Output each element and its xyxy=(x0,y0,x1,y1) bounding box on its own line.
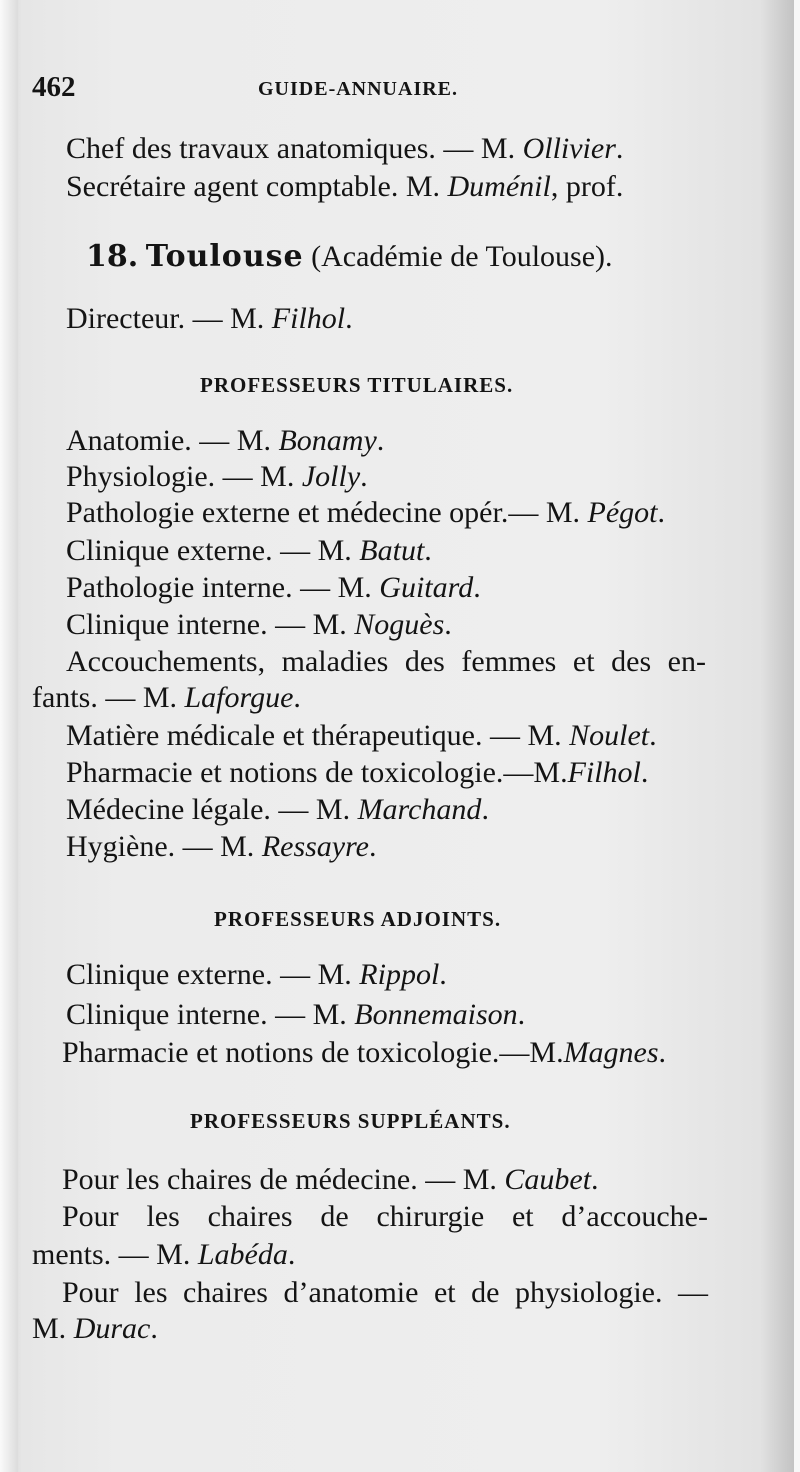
entry-text: Matière médicale et thérapeutique. — M. xyxy=(66,719,570,752)
section-heading-adjoints: PROFESSEURS ADJOINTS. xyxy=(214,907,502,931)
entry-text: Pathologie interne. — M. xyxy=(66,571,380,604)
list-item xyxy=(66,422,384,460)
page-edge-right xyxy=(794,0,800,1472)
person-name: Filhol xyxy=(271,302,346,335)
entry-suffix: . xyxy=(293,681,301,714)
list-item xyxy=(66,717,657,755)
person-name: Pégot xyxy=(587,496,658,529)
person-name: Bonnemaison xyxy=(354,998,518,1031)
previous-line-1 xyxy=(66,130,623,168)
entry-text: M. xyxy=(32,1312,74,1345)
entry-suffix: . xyxy=(376,424,385,457)
page-edge-left xyxy=(0,0,18,1472)
entry-suffix: , prof. xyxy=(550,170,624,203)
person-name: Laforgue xyxy=(184,681,294,714)
academy-name: (Académie de Toulouse). xyxy=(311,240,613,273)
list-item xyxy=(66,569,481,607)
entry-text: Chef des travaux anatomiques. — M. xyxy=(66,132,523,165)
person-name: Durac xyxy=(73,1312,151,1345)
entry-text: ments. — M. xyxy=(32,1238,198,1271)
previous-line-2 xyxy=(66,168,623,206)
person-name: Magnes xyxy=(563,1036,659,1069)
list-item xyxy=(66,494,665,532)
list-item xyxy=(66,791,489,829)
person-name: Batut xyxy=(359,534,425,567)
list-item: Pour les chaires de chirurgie et d’accouche- xyxy=(62,1200,708,1233)
person-name: Guitard xyxy=(379,571,474,604)
section-heading-titulaires: PROFESSEURS TITULAIRES. xyxy=(200,373,514,397)
page-number: 462 xyxy=(32,71,76,103)
entry-suffix: . xyxy=(360,460,368,493)
entry-text: Secrétaire agent comptable. M. xyxy=(66,170,448,203)
entry-suffix: . xyxy=(345,302,353,335)
entry-text: Clinique interne. — M. xyxy=(66,608,355,641)
entry-text: Pour les chaires de médecine. — M. xyxy=(62,1163,505,1196)
entry-suffix: . xyxy=(473,571,481,604)
list-item xyxy=(66,458,368,496)
list-item-continuation xyxy=(32,679,301,717)
entry-text: Médecine légale. — M. xyxy=(66,793,358,826)
list-item-continuation xyxy=(32,1310,158,1348)
person-name: Ressayre xyxy=(261,830,369,863)
entry-suffix: . xyxy=(439,958,447,991)
entry-text: Clinique externe. — M. xyxy=(66,534,360,567)
person-name: Jolly xyxy=(301,460,361,493)
person-name: Marchand xyxy=(357,793,482,826)
list-item xyxy=(66,956,447,994)
entry-text: Directeur. — M. xyxy=(66,302,272,335)
entry-text: Clinique externe. — M. xyxy=(66,958,360,991)
entry-text: Physiologie. — M. xyxy=(66,460,302,493)
list-item xyxy=(66,606,452,644)
person-name: Noguès xyxy=(354,608,445,641)
person-name: Ollivier xyxy=(522,132,616,165)
person-name: Filhol xyxy=(567,756,641,789)
list-item xyxy=(66,828,377,866)
director-line xyxy=(66,300,353,338)
entry-suffix: . xyxy=(481,793,489,826)
list-item xyxy=(62,1034,666,1072)
city-name: Toulouse xyxy=(145,239,304,274)
entry-text: Clinique interne. — M. xyxy=(66,998,355,1031)
entry-text: Pharmacie et notions de toxicologie.—M. xyxy=(62,1036,564,1069)
entry-suffix: . xyxy=(150,1312,158,1345)
entry-suffix: . xyxy=(444,608,452,641)
entry-suffix: . xyxy=(658,1036,667,1069)
entry-text: Pathologie externe et médecine opér.— M. xyxy=(66,496,588,529)
person-name: Duménil xyxy=(447,170,551,203)
list-item xyxy=(62,1161,599,1199)
person-name: Bonamy xyxy=(278,424,377,457)
list-item: Accouchements, maladies des femmes et des en- xyxy=(66,645,706,678)
entry-text: Anatomie. — M. xyxy=(66,424,279,457)
entry-suffix: . xyxy=(649,719,657,752)
list-item xyxy=(66,996,525,1034)
person-name: Rippol xyxy=(359,958,440,991)
city-number: 18. xyxy=(86,239,139,274)
list-item: Pour les chaires d’anatomie et de physiologie. — xyxy=(62,1276,708,1309)
entry-suffix: . xyxy=(615,132,624,165)
entry-text: fants. — M. xyxy=(32,681,185,714)
person-name: Noulet xyxy=(569,719,650,752)
entry-text: Pharmacie et notions de toxicologie.—M. xyxy=(66,756,568,789)
list-item xyxy=(66,532,432,570)
entry-text: Hygiène. — M. xyxy=(66,830,262,863)
city-heading xyxy=(86,238,613,276)
person-name: Caubet xyxy=(504,1163,592,1196)
list-item-continuation xyxy=(32,1236,295,1274)
entry-suffix: . xyxy=(424,534,432,567)
entry-suffix: . xyxy=(640,756,649,789)
entry-suffix: . xyxy=(591,1163,599,1196)
entry-suffix: . xyxy=(657,496,665,529)
running-title: GUIDE-ANNUAIRE. xyxy=(258,78,459,100)
person-name: Labéda xyxy=(197,1238,288,1271)
entry-suffix: . xyxy=(517,998,526,1031)
entry-suffix: . xyxy=(287,1238,296,1271)
list-item xyxy=(66,754,648,792)
entry-suffix: . xyxy=(369,830,377,863)
section-heading-suppleants: PROFESSEURS SUPPLÉANTS. xyxy=(190,1109,511,1133)
